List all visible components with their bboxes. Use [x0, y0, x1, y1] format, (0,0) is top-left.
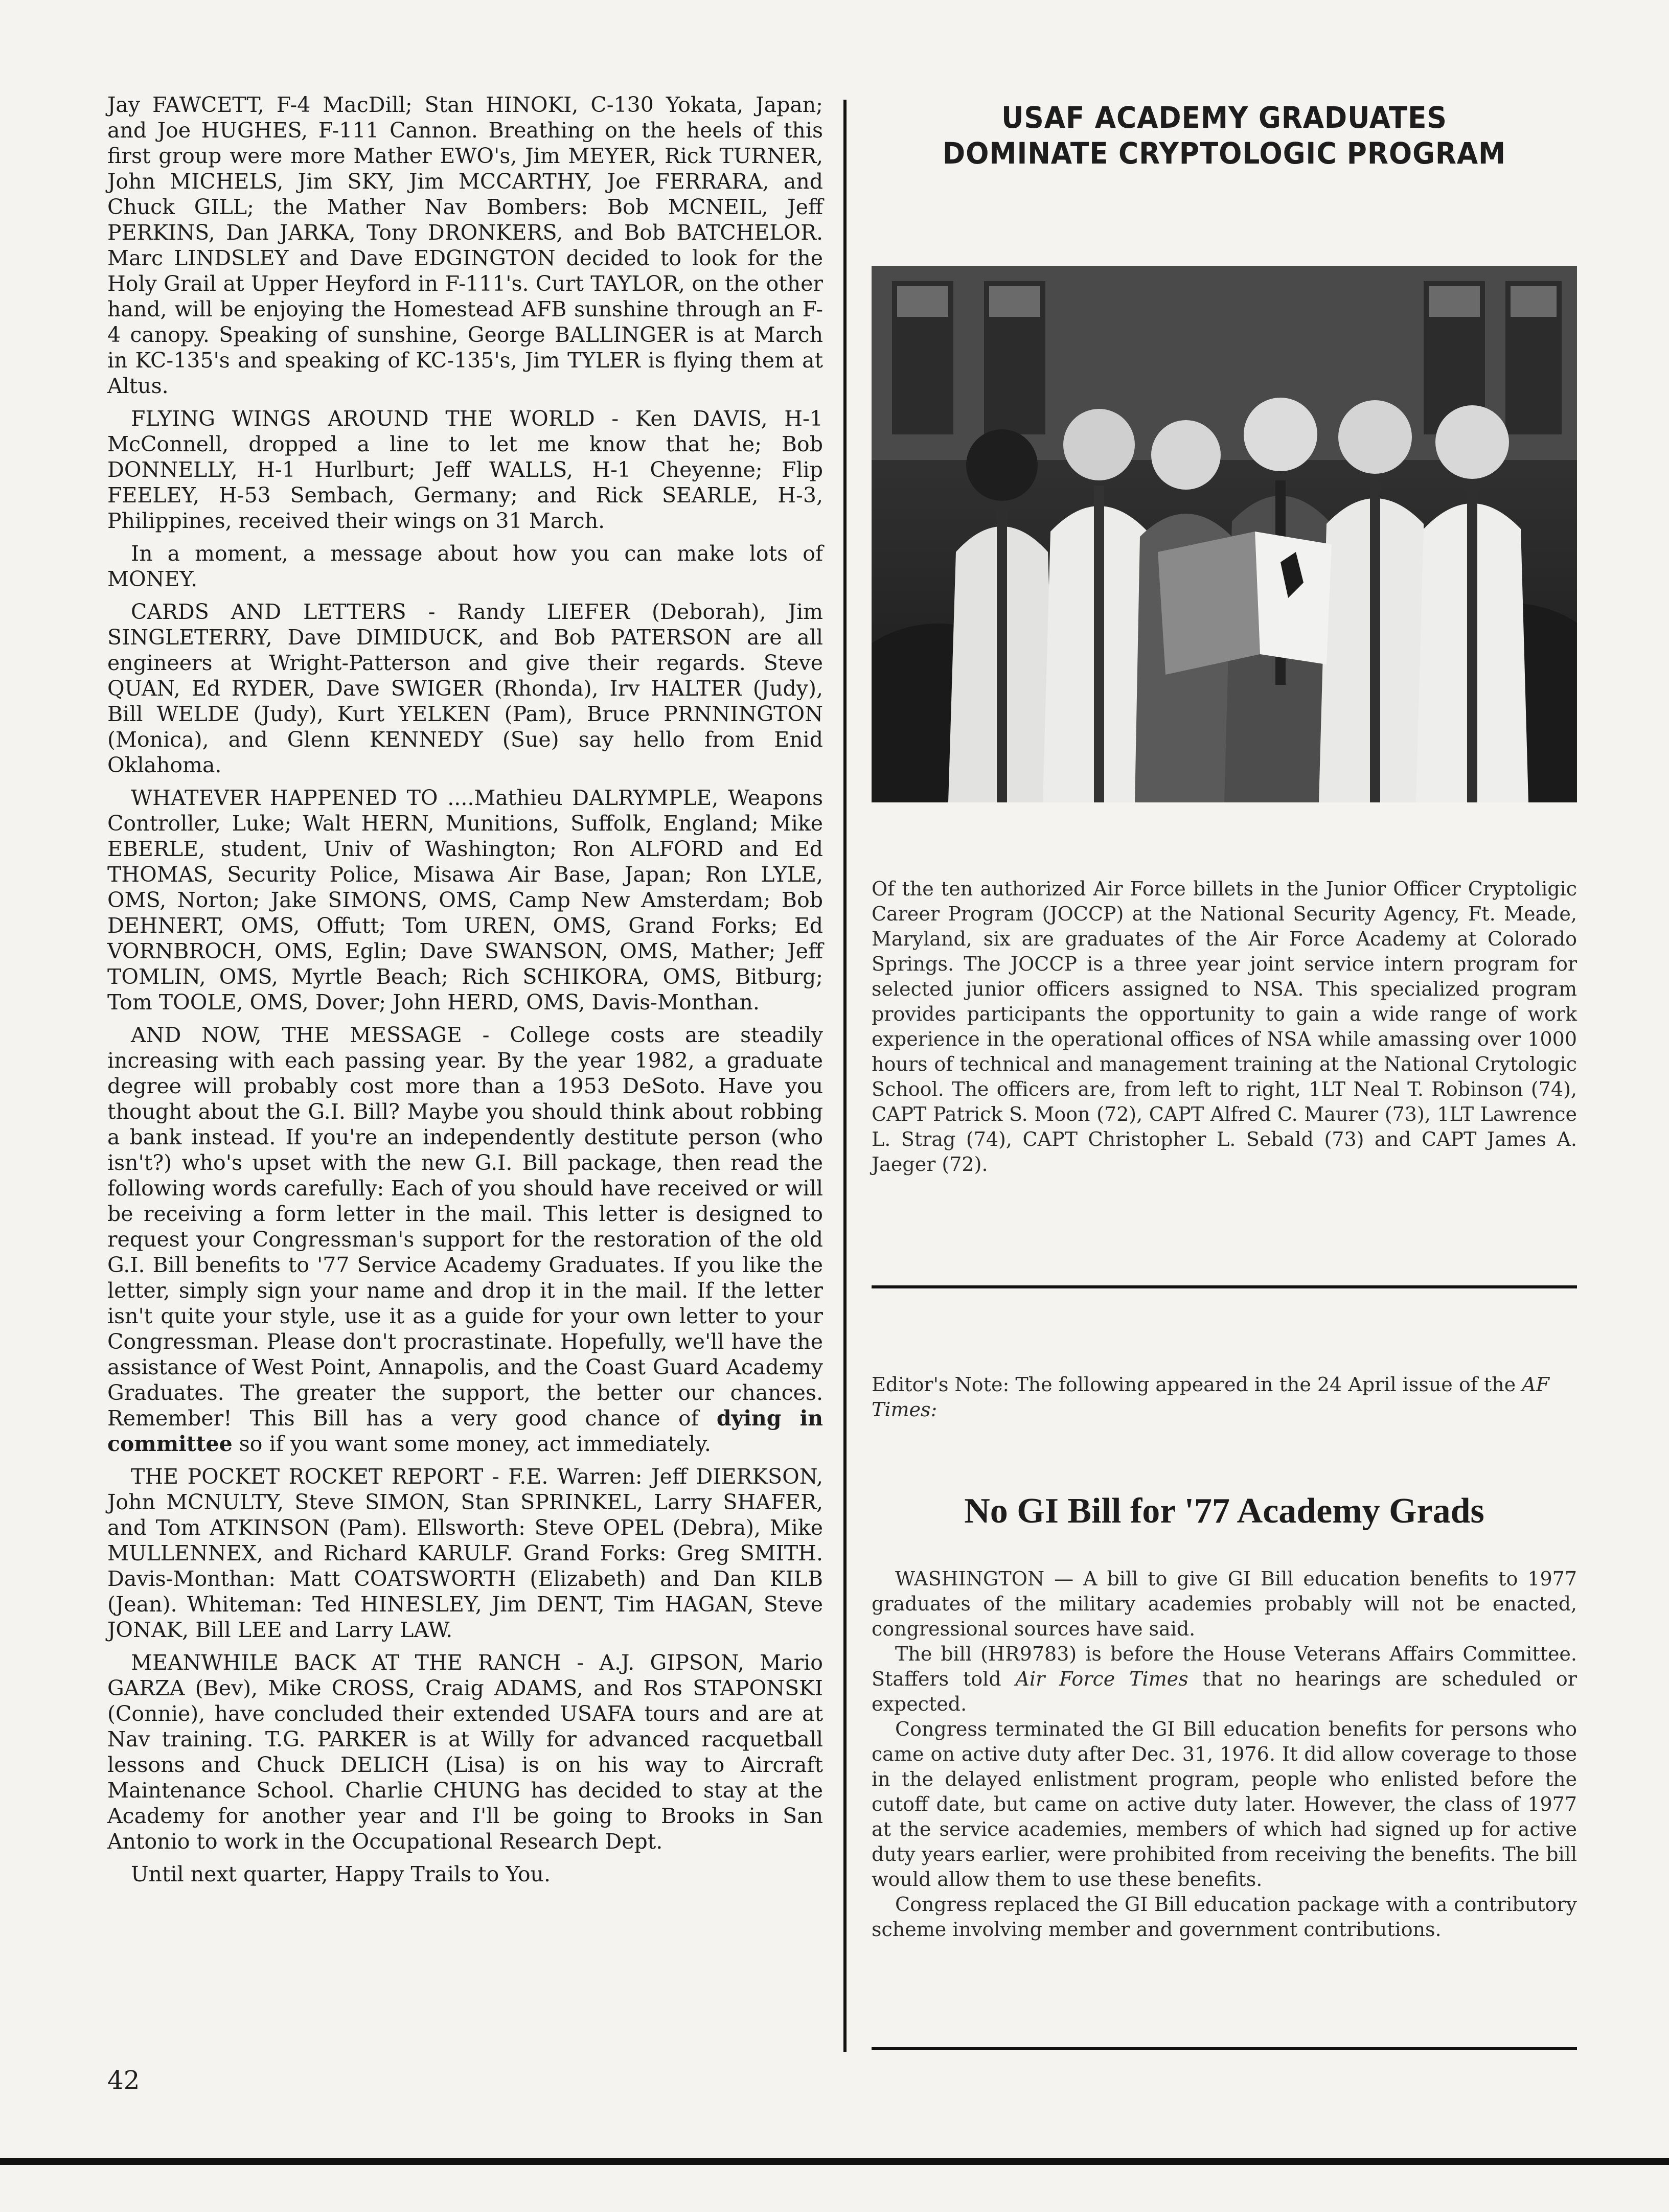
paragraph-back-at-ranch: MEANWHILE BACK AT THE RANCH - A.J. GIPSON, Mario GARZA (Bev), Mike CROSS, Craig ADAMS, and Ros STAPONSKI (Connie), have concluded their extended USAFA tours and are at Nav training. T.G. PARKER is at Willy for advanced racquetball lessons and Chuck DELICH (Lisa) is on his way to Aircraft Maintenance School. Charlie CHUNG has decided to stay at the Academy for another year and I'll be going to Brooks in San Antonio to work in the Occupational Research Dept.	[107, 1650, 823, 1854]
column-divider	[843, 100, 847, 2052]
paragraph-intro: Jay FAWCETT, F-4 MacDill; Stan HINOKI, C-130 Yokata, Japan; and Joe HUGHES, F-111 Cannon. Breathing on the heels of this first group were more Mather EWO's, Jim MEYER, Rick TURNER, John MICHELS, Jim SKY, Jim MCCARTHY, Joe FERRARA, and Chuck GILL; the Mather Nav Bombers: Bob MCNEIL, Jeff PERKINS, Dan JARKA, Tony DRONKERS, and Bob BATCHELOR. Marc LINDSLEY and Dave EDGINGTON decided to look for the Holy Grail at Upper Heyford in F-111's. Curt TAYLOR, on the other hand, will be enjoying the Homestead AFB sunshine through an F-4 canopy. Speaking of sunshine, George BALLINGER is at March in KC-135's and speaking of KC-135's, Jim TYLER is flying them at Altus.	[107, 93, 823, 398]
headline-line-2: DOMINATE CRYPTOLOGIC PROGRAM	[942, 136, 1506, 171]
article-paragraph-3: Congress terminated the GI Bill education benefits for persons who came on active duty after Dec. 31, 1976. It did allow coverage to those in the delayed enlistment program, people who enlisted before the cutoff date, but came on active duty later. However, the class of 1977 at the service academies, members of which had signed up for active duty years earlier, were prohibited from receiving the benefits. The bill would allow them to use these benefits.	[872, 1718, 1577, 1891]
paragraph-cards-letters: CARDS AND LETTERS - Randy LIEFER (Deborah), Jim SINGLETERRY, Dave DIMIDUCK, and Bob PATERSON are all engineers at Wright-Patterson and give their regards. Steve QUAN, Ed RYDER, Dave SWIGER (Rhonda), Irv HALTER (Judy), Bill WELDE (Judy), Kurt YELKEN (Pam), Bruce PRNNINGTON (Monica), and Glenn KENNEDY (Sue) say hello from Enid Oklahoma.	[107, 600, 823, 777]
end-rule	[872, 2047, 1577, 2050]
article-title: No GI Bill for '77 Academy Grads	[964, 1491, 1484, 1531]
paragraph-money-teaser: In a moment, a message about how you can make lots of MONEY.	[107, 541, 823, 591]
headline	[900, 100, 1549, 171]
right-column	[872, 100, 1577, 1941]
paragraph-the-message	[107, 1022, 823, 1457]
paragraph-closing: Until next quarter, Happy Trails to You.	[131, 1862, 551, 1886]
page-number: 42	[107, 2065, 140, 2095]
article-paragraph-4: Congress replaced the GI Bill education package with a contributory scheme involving member and government contributions.	[872, 1893, 1577, 1941]
paragraph-flying-wings: FLYING WINGS AROUND THE WORLD - Ken DAVIS, H-1 McConnell, dropped a line to let me know that he; Bob DONNELLY, H-1 Hurlburt; Jeff WALLS, H-1 Cheyenne; Flip FEELEY, H-53 Sembach, Germany; and Rick SEARLE, H-3, Philippines, received their wings on 31 March.	[107, 406, 823, 533]
message-tail: so if you want some money, act immediately.	[239, 1432, 711, 1456]
section-rule	[872, 1285, 1577, 1288]
article-p2-italic: Air Force Times	[1015, 1668, 1188, 1690]
article-paragraph-2	[872, 1642, 1577, 1717]
group-photo-illustration	[872, 266, 1577, 802]
bottom-band	[0, 2158, 1669, 2165]
left-column	[107, 92, 823, 1894]
article-p2-tail: that no hearings are scheduled or expected.	[872, 1668, 1577, 1715]
editor-note	[872, 1372, 1577, 1422]
paragraph-pocket-rocket: THE POCKET ROCKET REPORT - F.E. Warren: Jeff DIERKSON, John MCNULTY, Steve SIMON, Stan SPRINKEL, Larry SHAFER, and Tom ATKINSON (Pam). Ellsworth: Steve OPEL (Debra), Mike MULLENNEX, and Richard KARULF. Grand Forks: Greg SMITH. Davis-Monthan: Matt COATSWORTH (Elizabeth) and Dan KILB (Jean). Whiteman: Ted HINESLEY, Jim DENT, Tim HAGAN, Steve JONAK, Bill LEE and Larry LAW.	[107, 1464, 823, 1642]
article-paragraph-1: WASHINGTON — A bill to give GI Bill education benefits to 1977 graduates of the military academies probably will not be enacted, congressional sources have said.	[872, 1568, 1577, 1640]
editor-note-source: AF Times:	[872, 1373, 1550, 1421]
article-body	[872, 1566, 1577, 1942]
message-bold-text: dying in committee	[107, 1406, 823, 1456]
paragraph-whatever-happened: WHATEVER HAPPENED TO ....Mathieu DALRYMPLE, Weapons Controller, Luke; Walt HERN, Munitions, Suffolk, England; Mike EBERLE, student, Univ of Washington; Ron ALFORD and Ed THOMAS, Security Police, Misawa Air Base, Japan; Ron LYLE, OMS, Norton; Jake SIMONS, OMS, Camp New Amsterdam; Bob DEHNERT, OMS, Offutt; Tom UREN, OMS, Grand Forks; Ed VORNBROCH, OMS, Eglin; Dave SWANSON, OMS, Mather; Jeff TOMLIN, OMS, Myrtle Beach; Rich SCHIKORA, OMS, Bitburg; Tom TOOLE, OMS, Dover; John HERD, OMS, Davis-Monthan.	[107, 786, 823, 1015]
photo-caption: Of the ten authorized Air Force billets in the Junior Officer Cryptoligic Career Program (JOCCP) at the National Security Agency, Ft. Meade, Maryland, six are graduates of the Air Force Academy at Colorado Springs. The JOCCP is a three year joint service intern program for selected junior officers assigned to NSA. This specialized program provides participants the opportunity to gain a wide range of work experience in the operational offices of NSA while amassing over 1000 hours of technical and management training at the National Crytologic School. The officers are, from left to right, 1LT Neal T. Robinson (74), CAPT Patrick S. Moon (72), CAPT Alfred C. Maurer (73), 1LT Lawrence L. Strag (74), CAPT Christopher L. Sebald (73) and CAPT James A. Jaeger (72).	[872, 878, 1577, 1176]
headline-line-1: USAF ACADEMY GRADUATES	[1001, 100, 1447, 135]
group-photo	[872, 266, 1577, 802]
editor-note-text: Editor's Note: The following appeared in the 24 April issue of the	[872, 1373, 1516, 1396]
message-text: AND NOW, THE MESSAGE - College costs are steadily increasing with each passing year. By the year 1982, a graduate degree will probably cost more than a 1953 DeSoto. Have you thought about the G.I. Bill? Maybe you should think about robbing a bank instead. If you're an independently destitute person (who isn't?) who's upset with the new G.I. Bill package, then read the following words carefully: Each of you should have received or will be receiving a form letter in the mail. This letter is designed to request your Congressman's support for the restoration of the old G.I. Bill benefits to '77 Service Academy Graduates. If you like the letter, simply sign your name and drop it in the mail. If the letter isn't quite your style, use it as a guide for your own letter to your Congressman. Please don't procrastinate. Hopefully, we'll have the assistance of West Point, Annapolis, and the Coast Guard Academy Graduates. The greater the support, the better our chances. Remember! This Bill has a very good chance of	[107, 1023, 823, 1431]
article-p2-text: The bill (HR9783) is before the House Veterans Affairs Committee. Staffers told	[872, 1643, 1577, 1690]
